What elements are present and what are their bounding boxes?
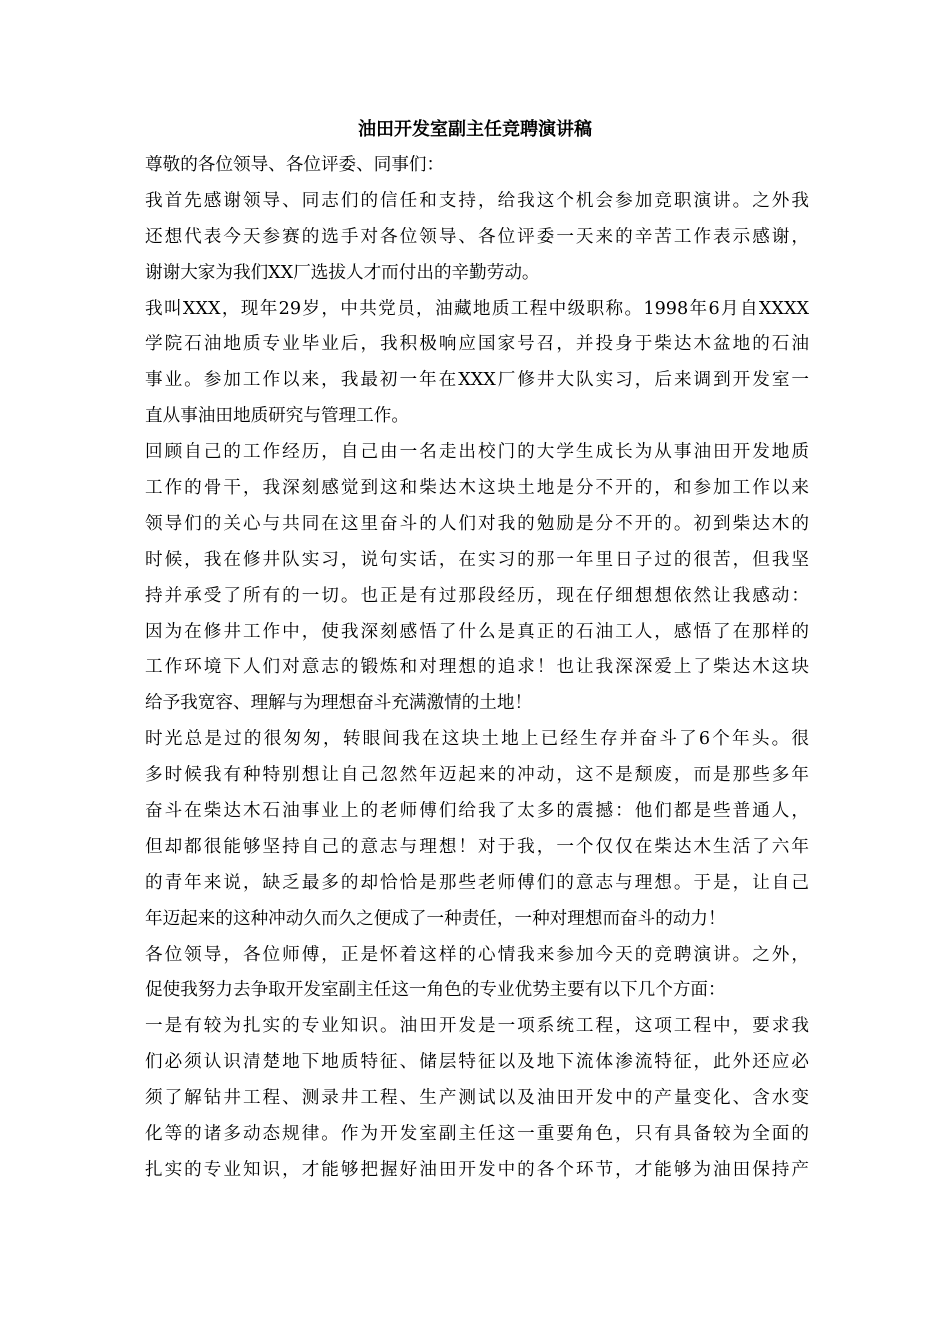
text-line: 领导们的关心与共同在这里奋斗的人们对我的勉励是分不开的。初到柴达木的 <box>145 513 809 534</box>
text-line: 事业。参加工作以来，我最初一年在XXX厂修井大队实习，后来调到开发室一 <box>145 370 809 391</box>
text-line: 年迈起来的这种冲动久而久之便成了一种责任，一种对理想而奋斗的动力！ <box>145 908 726 929</box>
text-line: 扎实的专业知识，才能够把握好油田开发中的各个环节，才能够为油田保持产 <box>145 1159 809 1180</box>
text-line: 时光总是过的很匆匆，转眼间我在这块土地上已经生存并奋斗了6个年头。很 <box>145 729 809 750</box>
text-line: 谢谢大家为我们XX厂选拔人才而付出的辛勤劳动。 <box>145 262 540 283</box>
text-line: 我叫XXX，现年29岁，中共党员，油藏地质工程中级职称。1998年6月自XXXX <box>145 298 809 319</box>
text-line: 但却都很能够坚持自己的意志与理想！对于我，一个仅仅在柴达木生活了六年 <box>145 836 809 857</box>
text-line: 化等的诸多动态规律。作为开发室副主任这一重要角色，只有具备较为全面的 <box>145 1124 809 1145</box>
text-line: 学院石油地质专业毕业后，我积极响应国家号召，并投身于柴达木盆地的石油 <box>145 334 809 355</box>
text-line: 给予我宽容、理解与为理想奋斗充满激情的土地！ <box>145 693 533 714</box>
text-line: 多时候我有种特别想让自己忽然年迈起来的冲动，这不是颓废，而是那些多年 <box>145 765 809 786</box>
document-body <box>145 148 809 1189</box>
text-line: 直从事油田地质研究与管理工作。 <box>145 406 409 427</box>
text-line: 须了解钻井工程、测录井工程、生产测试以及油田开发中的产量变化、含水变 <box>145 1088 809 1109</box>
text-line: 一是有较为扎实的专业知识。油田开发是一项系统工程，这项工程中，要求我 <box>145 1016 809 1037</box>
text-line: 回顾自己的工作经历，自己由一名走出校门的大学生成长为从事油田开发地质 <box>145 442 809 463</box>
text-line: 我首先感谢领导、同志们的信任和支持，给我这个机会参加竞职演讲。之外我 <box>145 190 809 211</box>
text-line: 尊敬的各位领导、各位评委、同事们： <box>145 155 445 175</box>
text-line: 工作环境下人们对意志的锻炼和对理想的追求！也让我深深爱上了柴达木这块 <box>145 657 809 678</box>
text-line: 因为在修井工作中，使我深刻感悟了什么是真正的石油工人，感悟了在那样的 <box>145 621 809 642</box>
document-title: 油田开发室副主任竞聘演讲稿 <box>358 119 592 140</box>
text-line: 的青年来说，缺乏最多的却恰恰是那些老师傅们的意志与理想。于是，让自己 <box>145 872 809 893</box>
text-line: 们必须认识清楚地下地质特征、储层特征以及地下流体渗流特征，此外还应必 <box>145 1052 809 1073</box>
text-line: 促使我努力去争取开发室副主任这一角色的专业优势主要有以下几个方面： <box>145 980 726 1001</box>
text-line: 工作的骨干，我深刻感觉到这和柴达木这块土地是分不开的，和参加工作以来 <box>145 478 809 499</box>
text-line: 奋斗在柴达木石油事业上的老师傅们给我了太多的震撼：他们都是些普通人， <box>145 801 809 822</box>
text-line: 时候，我在修井队实习，说句实话，在实习的那一年里日子过的很苦，但我坚 <box>145 549 809 570</box>
text-line: 还想代表今天参赛的选手对各位领导、各位评委一天来的辛苦工作表示感谢， <box>145 226 809 247</box>
text-line: 持并承受了所有的一切。也正是有过那段经历，现在仔细想想依然让我感动： <box>145 585 809 606</box>
text-line: 各位领导，各位师傅，正是怀着这样的心情我来参加今天的竞聘演讲。之外， <box>145 944 809 965</box>
